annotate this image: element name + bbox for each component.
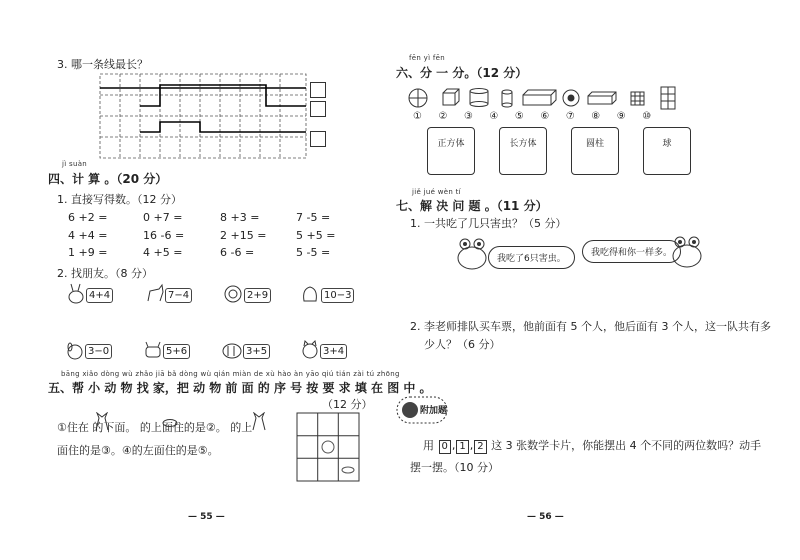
speech-bubble-2: 我吃得和你一样多。 [582,240,681,263]
s5-title: 五、帮 小 动 物 找 家，把 动 物 前 面 的 序 号 按 要 求 填 在 图 中 。 [48,381,432,395]
category-box-cuboid[interactable]: 长方体 [499,127,547,175]
snail-icon [162,418,178,428]
shape-numbers [413,111,668,122]
s4-pinyin: jì suàn [62,160,88,168]
s6-title: 六、分 一 分。（12 分） [396,66,528,80]
equation: 6 -6 = [220,246,255,259]
cube-icon [443,89,459,105]
category-box-cube[interactable]: 正方体 [427,127,475,175]
equation: 5 -5 = [296,246,331,259]
shape-number: ⑧ [591,111,617,122]
friend-card[interactable]: 5+6 [163,344,190,359]
s5-line1: ①住在 的下面。 的上面住的是②。 的上 [57,421,253,434]
flat-cuboid-icon [588,92,616,104]
cuboid-icon [523,90,556,105]
shape-number: ⑥ [540,111,566,122]
bonus-question: 用 0 , 1 , 2 这 3 张数学卡片，你能摆出 4 个不同的两位数吗？动手 [423,439,762,452]
friend-card[interactable]: 4+4 [86,288,113,303]
bonus-post: 这 3 张数学卡片，你能摆出 4 个不同的两位数吗？动手 [491,439,762,452]
student-icon [402,402,418,418]
cylinder-icon [470,89,488,107]
shapes-row [405,86,705,112]
cow-icon [143,339,163,361]
soccer-ball-icon [563,90,579,106]
category-box-cylinder[interactable]: 圆柱 [571,127,619,175]
s7-title: 七、解 决 问 题 。（11 分） [396,199,548,213]
animal-in-grid-icon [322,441,334,453]
rabbit-icon [67,283,85,305]
answer-box-2[interactable] [310,101,326,117]
s5-score: （12 分） [322,398,373,411]
s5-line2: 面住的是③。④的左面住的是⑤。 [57,444,219,457]
rubik-cube-icon [631,92,644,105]
tiger-icon [221,339,243,361]
shape-number: ① [413,111,439,122]
friend-card[interactable]: 3+4 [320,344,347,359]
cat-icon [250,412,268,432]
cat-icon [93,412,111,432]
equation: 0 +7 = [143,211,183,224]
squirrel-icon [300,283,320,305]
small-cylinder-icon [502,90,512,107]
shape-number: ⑩ [642,111,668,122]
animal-house-grid[interactable] [296,412,360,482]
s4-q1-title: 1. 直接写得数。（12 分） [57,193,182,206]
friend-card[interactable]: 2+9 [244,288,271,303]
equation: 8 +3 = [220,211,260,224]
s7-pinyin: jiě jué wèn tí [412,188,461,196]
shape-number: ③ [463,111,490,122]
equation: 4 +4 = [68,229,108,242]
s5-pinyin: bāng xiǎo dòng wù zhǎo jiā bǎ dòng wù qián miàn de xù hào àn yāo qiú tián zài tú zhōng [61,370,400,378]
answer-box-3[interactable] [310,131,326,147]
cabinet-icon [661,87,675,109]
s7-q1: 1. 一共吃了几只害虫？（5 分） [410,217,567,230]
lion-icon [222,283,244,305]
equation: 2 +15 = [220,229,267,242]
dog-icon [66,339,84,361]
s7-q2-line1: 2. 李老师排队买车票，他前面有 5 个人，他后面有 3 个人，这一队共有多 [410,320,771,333]
shape-number: ② [438,111,464,122]
equation: 16 -6 = [143,229,185,242]
shape-number: ④ [489,111,515,122]
number-card[interactable]: 2 [474,440,486,454]
horse-icon [145,283,165,305]
friend-card[interactable]: 3−0 [85,344,112,359]
s7-q2-line2: 少人？（6 分） [424,338,501,351]
s4-q2-title: 2. 找朋友。（8 分） [57,267,153,280]
equation: 1 +9 = [68,246,108,259]
shape-number: ⑦ [565,111,592,122]
answer-box-1[interactable] [310,82,326,98]
bonus-label: 附加题 [420,406,448,416]
equation: 4 +5 = [143,246,183,259]
shape-number: ⑤ [514,111,541,122]
page-number-left: — 55 — [188,512,225,522]
line-grid [98,72,330,162]
equation: 5 +5 = [296,229,336,242]
number-card[interactable]: 1 [456,440,468,454]
equation: 7 -5 = [296,211,331,224]
frog-icon [670,234,704,270]
cat-icon [300,339,320,361]
equation: 6 +2 = [68,211,108,224]
number-card[interactable]: 0 [439,440,451,454]
bonus-line2: 摆一摆。（10 分） [410,461,499,474]
bonus-pre: 用 [423,439,434,452]
s6-pinyin: fēn yì fēn [409,54,445,62]
frog-icon [455,236,489,272]
category-box-sphere[interactable]: 球 [643,127,691,175]
basketball-icon [409,89,427,107]
speech-bubble-1: 我吃了6只害虫。 [488,246,575,269]
friend-card[interactable]: 10−3 [321,288,354,303]
snail-icon [342,467,354,473]
friend-card[interactable]: 3+5 [243,344,270,359]
page-number-right: — 56 — [527,512,564,522]
shape-number: ⑨ [616,111,643,122]
q3-title: 3. 哪一条线最长？ [57,58,148,71]
friend-card[interactable]: 7−4 [165,288,192,303]
s4-title: 四、计 算 。（20 分） [48,172,168,186]
line-3 [140,122,306,132]
